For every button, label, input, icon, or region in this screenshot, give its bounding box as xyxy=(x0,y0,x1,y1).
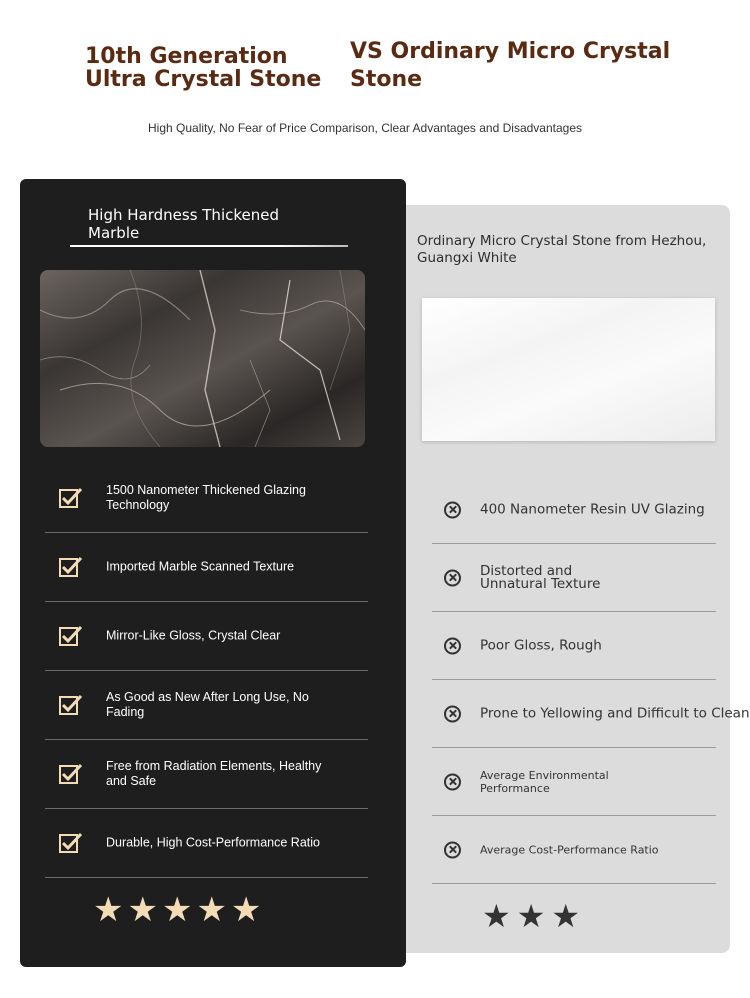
feature-text: Durable, High Cost-Performance Ratio xyxy=(106,835,320,850)
heading-divider xyxy=(70,245,348,247)
feature-text: As Good as New After Long Use, No Fading xyxy=(106,690,309,719)
subtitle: High Quality, No Fear of Price Comparison, Clear Advantages and Disadvantages xyxy=(148,121,582,135)
feature-text: Average Cost-Performance Ratio xyxy=(480,843,659,856)
circle-x-icon xyxy=(444,501,461,518)
title-vs-ordinary: VS Ordinary Micro Crystal Stone xyxy=(350,39,671,92)
list-item xyxy=(45,602,368,671)
title-ultra-crystal: 10th Generation Ultra Crystal Stone xyxy=(85,44,322,92)
feature-text: Mirror-Like Gloss, Crystal Clear xyxy=(106,628,281,643)
circle-x-icon xyxy=(444,841,461,858)
ordinary-feature-list xyxy=(432,476,750,884)
list-item xyxy=(432,748,716,816)
feature-text: Free from Radiation Elements, Healthy and Safe xyxy=(106,759,322,788)
feature-text: Imported Marble Scanned Texture xyxy=(106,559,295,574)
feature-text: 400 Nanometer Resin UV Glazing xyxy=(480,501,705,517)
list-item xyxy=(45,671,368,740)
ultra-heading: High Hardness Thickened Marble xyxy=(88,206,279,242)
ordinary-heading: Ordinary Micro Crystal Stone from Hezhou, Guangxi White xyxy=(417,233,707,266)
feature-text: Average Environmental Performance xyxy=(480,768,609,795)
check-icon xyxy=(59,556,83,578)
feature-text: 1500 Nanometer Thickened Glazing Technology xyxy=(106,483,306,512)
check-icon xyxy=(59,832,83,854)
circle-x-icon xyxy=(444,705,461,722)
list-item xyxy=(432,612,716,680)
list-item xyxy=(432,680,750,748)
list-item xyxy=(45,533,368,602)
check-icon xyxy=(59,763,83,785)
ultra-card xyxy=(20,179,406,967)
ultra-rating-stars: ★★★★★ xyxy=(93,891,266,929)
feature-text: Prone to Yellowing and Difficult to Clean xyxy=(480,705,750,721)
check-icon xyxy=(59,694,83,716)
circle-x-icon xyxy=(444,569,461,586)
dark-marble-image xyxy=(40,270,365,447)
list-item xyxy=(45,464,368,533)
check-icon xyxy=(59,625,83,647)
feature-text: Poor Gloss, Rough xyxy=(480,637,602,653)
circle-x-icon xyxy=(444,773,461,790)
list-item xyxy=(45,740,368,809)
ultra-feature-list xyxy=(45,464,368,878)
ordinary-card xyxy=(400,205,750,953)
list-item xyxy=(432,816,716,884)
ordinary-rating-stars: ★★★ xyxy=(482,898,587,934)
feature-text: Distorted and Unnatural Texture xyxy=(480,562,601,592)
list-item xyxy=(432,544,716,612)
white-slab-image xyxy=(422,298,715,441)
list-item xyxy=(45,809,368,878)
list-item xyxy=(432,476,716,544)
circle-x-icon xyxy=(444,637,461,654)
check-icon xyxy=(59,487,83,509)
